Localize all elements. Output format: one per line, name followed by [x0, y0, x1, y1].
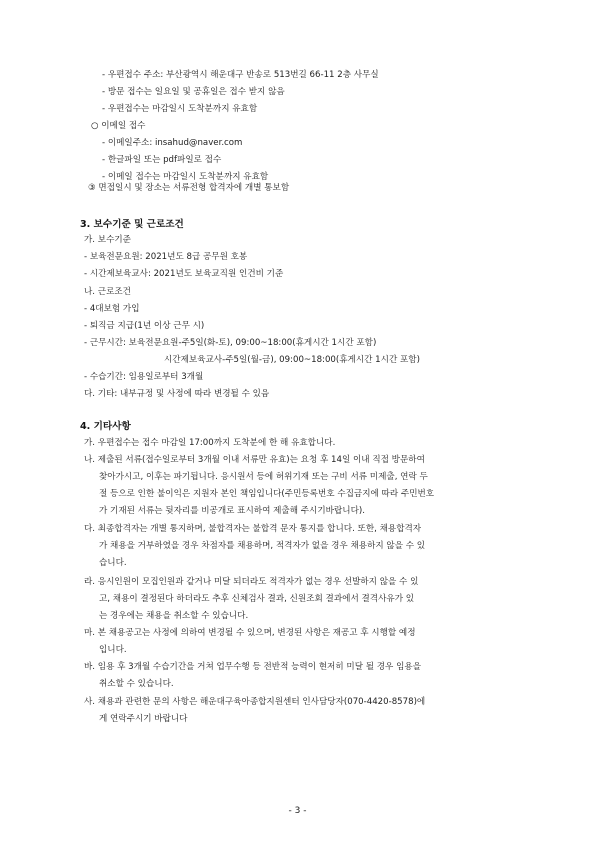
- salary-standard-heading: 가. 보수기준: [84, 235, 131, 245]
- mail-deadline-note: - 우편접수는 마감일시 도착분까지 유효함: [102, 104, 258, 114]
- interview-notice: ③ 면접일시 및 장소는 서류전형 합격자에 개별 통보함: [88, 183, 290, 193]
- salary-standard-item: - 보육전문요원: 2021년도 8급 공무원 호봉: [84, 252, 248, 262]
- work-condition-item: - 퇴직금 지급(1년 이상 근무 시): [84, 321, 205, 331]
- notice-item-continued: 습니다.: [99, 558, 127, 568]
- notice-item: 라. 응시인원이 모집인원과 같거나 미달 되더라도 적격자가 없는 경우 선발하지 않을 수 있: [84, 577, 419, 587]
- notice-item-continued: 고, 채용이 결정된다 하더라도 추후 신체검사 결과, 신원조회 결과에서 결격사유가 있: [99, 594, 415, 604]
- notice-item-continued: 취소할 수 있습니다.: [99, 679, 174, 689]
- work-conditions-heading: 나. 근로조건: [84, 287, 131, 297]
- work-hours-item: - 근무시간: 보육전문요원-주5일(화-토), 09:00~18:00(휴게시간 1시간 포함): [84, 338, 377, 348]
- probation-item: - 수습기간: 임용일로부터 3개월: [84, 372, 204, 382]
- notice-item-continued: 가 기재된 서류는 뒷자리를 비공개로 표시하여 제출해 주시기바랍니다).: [99, 506, 365, 516]
- file-format-note: - 한글파일 또는 pdf파일로 접수: [102, 155, 222, 165]
- salary-standard-item: - 시간제보육교사: 2021년도 보육교직원 인건비 기준: [84, 269, 284, 279]
- notice-item-continued: 찾아가시고, 이후는 파기됩니다. 응시원서 등에 허위기재 또는 구비 서류 미제출, 연락 두: [99, 472, 428, 482]
- notice-item-continued: 절 등으로 인한 불이익은 지원자 본인 책임입니다(주민등록번호 수집금지에 따라 주민번호: [99, 489, 435, 499]
- notice-item: 가. 우편접수는 접수 마감일 17:00까지 도착분에 한 해 유효합니다.: [84, 438, 336, 448]
- section-heading-other: 4. 기타사항: [80, 421, 131, 432]
- notice-item-continued: 게 연락주시기 바랍니다: [99, 714, 188, 724]
- notice-item-continued: 는 경우에는 채용을 취소할 수 있습니다.: [99, 611, 249, 621]
- notice-item: 사. 채용과 관련한 문의 사항은 해운대구육아종합지원센터 인사담당자(070-4420-8578)에: [84, 697, 426, 707]
- email-receipt-heading: ○ 이메일 접수: [91, 121, 146, 131]
- visit-receipt-note: - 방문 접수는 일요일 및 공휴일은 접수 받지 않음: [102, 87, 285, 97]
- notice-item: 바. 임용 후 3개월 수습기간을 거쳐 업무수행 등 전반적 능력이 현저히 미달 될 경우 임용을: [84, 662, 421, 672]
- other-conditions-item: 다. 기타: 내부규정 및 사정에 따라 변경될 수 있음: [84, 389, 270, 399]
- notice-item: 나. 제출된 서류(접수일로부터 3개월 이내 서류만 유효)는 요청 후 14일 이내 직접 방문하여: [84, 455, 425, 465]
- email-address-line: - 이메일주소: insahud@naver.com: [102, 138, 243, 148]
- section-heading-salary: 3. 보수기준 및 근로조건: [80, 219, 184, 230]
- email-deadline-note: - 이메일 접수는 마감일시 도착분까지 유효함: [102, 172, 269, 182]
- work-condition-item: - 4대보험 가입: [84, 304, 140, 314]
- notice-item: 마. 본 채용공고는 사정에 의하여 변경될 수 있으며, 변경된 사항은 재공고 후 시행할 예정: [84, 628, 416, 638]
- notice-item-continued: 가 채용을 거부하였을 경우 차점자를 채용하며, 적격자가 없을 경우 채용하지 않을 수 있: [99, 541, 426, 551]
- mail-address-line: - 우편접수 주소: 부산광역시 해운대구 반송로 513번길 66-11 2층 사무실: [102, 70, 379, 80]
- notice-item: 다. 최종합격자는 개별 통지하며, 불합격자는 불합격 문자 통지를 합니다. 또한, 채용합격자: [84, 524, 422, 534]
- work-hours-item-continued: 시간제보육교사-주5일(월-금), 09:00~18:00(휴게시간 1시간 포함): [164, 355, 420, 365]
- page-number: - 3 -: [288, 806, 307, 816]
- notice-item-continued: 입니다.: [99, 645, 127, 655]
